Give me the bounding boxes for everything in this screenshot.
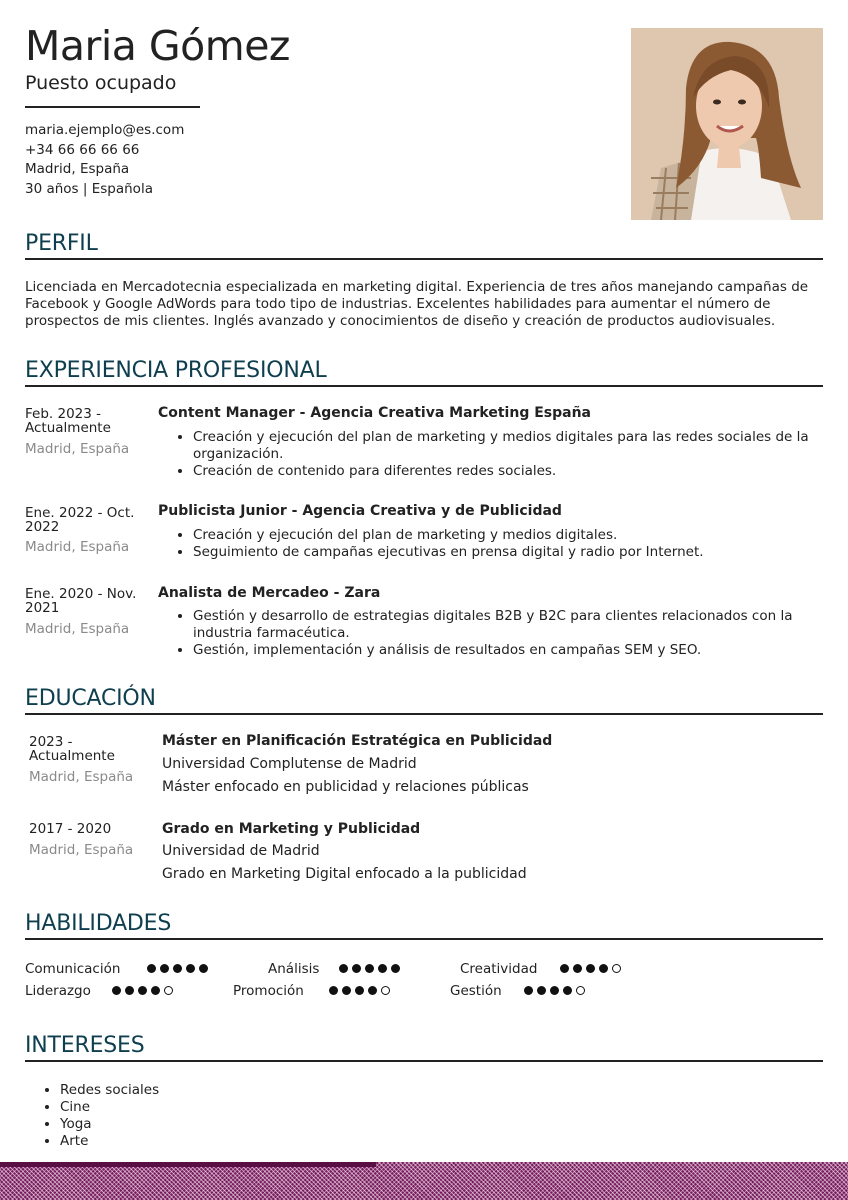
rating-dot-empty xyxy=(576,986,585,995)
section-rule xyxy=(25,258,823,260)
skill-name: Promoción xyxy=(233,983,304,999)
education-degree: Máster en Planificación Estratégica en Publicidad xyxy=(162,733,553,749)
rating-dot-filled xyxy=(365,964,374,973)
job-title: Puesto ocupado xyxy=(25,72,177,94)
section-rule xyxy=(25,1060,823,1062)
list-item: • Redes sociales xyxy=(60,1082,159,1099)
rating-dot-filled xyxy=(391,964,400,973)
contact-age-nationality: 30 años | Española xyxy=(25,180,153,197)
profile-summary: Licenciada en Mercadotecnia especializada en marketing digital. Experiencia de tres años manejando campañas de Facebook y Google AdWords para todo tipo de industrias. Excelentes habilidades para aumentar el número de prospectos de mis clientes. Inglés avanzado y conocimientos de diseño y creación de productos audiovisuales. xyxy=(25,279,809,329)
list-item: • Gestión, implementación y análisis de resultados en campañas SEM y SEO. xyxy=(193,642,823,659)
rating-dot-filled xyxy=(378,964,387,973)
list-item: • Creación y ejecución del plan de marketing y medios digitales. xyxy=(193,527,823,544)
education-date: 2023 - Actualmente xyxy=(29,734,115,764)
contact-phone: +34 66 66 66 66 xyxy=(25,141,140,158)
rating-dot-filled xyxy=(352,964,361,973)
skill-rating xyxy=(524,986,585,995)
education-description: Grado en Marketing Digital enfocado a la publicidad xyxy=(162,866,527,882)
section-title-interests: INTERESES xyxy=(25,1033,145,1058)
rating-dot-filled xyxy=(125,986,134,995)
skill-name: Comunicación xyxy=(25,961,121,977)
skill-rating xyxy=(147,964,208,973)
job-date: Feb. 2023 - Actualmente xyxy=(25,406,111,436)
section-title-experience: EXPERIENCIA PROFESIONAL xyxy=(25,358,327,383)
section-rule xyxy=(25,385,823,387)
rating-dot-filled xyxy=(186,964,195,973)
section-title-skills: HABILIDADES xyxy=(25,911,172,936)
job-title: Publicista Junior - Agencia Creativa y de Publicidad xyxy=(158,503,562,519)
skill-rating xyxy=(339,964,400,973)
job-date: Ene. 2020 - Nov. 2021 xyxy=(25,586,137,616)
education-description: Máster enfocado en publicidad y relaciones públicas xyxy=(162,779,529,795)
list-item: • Creación y ejecución del plan de marketing y medios digitales para las redes sociales de la organización. xyxy=(193,429,823,463)
rating-dot-filled xyxy=(112,986,121,995)
contact-block xyxy=(25,121,184,199)
rating-dot-filled xyxy=(339,964,348,973)
list-item: • Gestión y desarrollo de estrategias digitales B2B y B2C para clientes relacionados con la industria farmacéutica. xyxy=(193,608,823,642)
job-location: Madrid, España xyxy=(25,621,130,637)
skill-rating xyxy=(329,986,390,995)
contact-email: maria.ejemplo@es.com xyxy=(25,122,185,138)
job-title: Content Manager - Agencia Creativa Marketing España xyxy=(158,405,591,421)
footer-pattern xyxy=(0,1162,848,1200)
job-location: Madrid, España xyxy=(25,441,130,457)
education-school: Universidad Complutense de Madrid xyxy=(162,756,417,772)
title-underline xyxy=(25,106,200,108)
job-bullets xyxy=(158,429,823,480)
rating-dot-filled xyxy=(355,986,364,995)
list-item: • Cine xyxy=(60,1099,159,1116)
job-bullets xyxy=(158,608,823,659)
job-date: Ene. 2022 - Oct. 2022 xyxy=(25,505,135,535)
rating-dot-filled xyxy=(368,986,377,995)
skill-rating xyxy=(560,964,621,973)
skill-name: Creatividad xyxy=(460,961,538,977)
section-rule xyxy=(25,938,823,940)
rating-dot-filled xyxy=(160,964,169,973)
list-item: • Creación de contenido para diferentes redes sociales. xyxy=(193,463,823,480)
rating-dot-filled xyxy=(586,964,595,973)
rating-dot-filled xyxy=(173,964,182,973)
skill-name: Análisis xyxy=(268,961,320,977)
rating-dot-filled xyxy=(599,964,608,973)
skill-name: Gestión xyxy=(450,983,502,999)
rating-dot-filled xyxy=(138,986,147,995)
rating-dot-filled xyxy=(550,986,559,995)
job-bullets xyxy=(158,527,823,561)
rating-dot-filled xyxy=(199,964,208,973)
contact-location: Madrid, España xyxy=(25,161,130,177)
rating-dot-filled xyxy=(342,986,351,995)
candidate-name: Maria Gómez xyxy=(25,22,290,70)
job-title: Analista de Mercadeo - Zara xyxy=(158,585,381,601)
rating-dot-filled xyxy=(329,986,338,995)
list-item: • Arte xyxy=(60,1133,159,1150)
interests-list xyxy=(25,1082,159,1150)
rating-dot-filled xyxy=(151,986,160,995)
skill-name: Liderazgo xyxy=(25,983,91,999)
education-degree: Grado en Marketing y Publicidad xyxy=(162,821,421,837)
section-title-profile: PERFIL xyxy=(25,231,98,256)
rating-dot-empty xyxy=(164,986,173,995)
education-location: Madrid, España xyxy=(29,842,134,858)
rating-dot-filled xyxy=(537,986,546,995)
education-date: 2017 - 2020 xyxy=(29,821,112,837)
profile-photo xyxy=(631,28,823,220)
list-item: • Yoga xyxy=(60,1116,159,1133)
skill-rating xyxy=(112,986,173,995)
rating-dot-filled xyxy=(524,986,533,995)
education-location: Madrid, España xyxy=(29,769,134,785)
rating-dot-filled xyxy=(563,986,572,995)
list-item: • Seguimiento de campañas ejecutivas en prensa digital y radio por Internet. xyxy=(193,544,823,561)
rating-dot-empty xyxy=(612,964,621,973)
education-school: Universidad de Madrid xyxy=(162,843,320,859)
rating-dot-empty xyxy=(381,986,390,995)
section-rule xyxy=(25,713,823,715)
rating-dot-filled xyxy=(573,964,582,973)
footer-accent-bar xyxy=(0,1162,376,1167)
job-location: Madrid, España xyxy=(25,539,130,555)
section-title-education: EDUCACIÓN xyxy=(25,686,156,711)
rating-dot-filled xyxy=(560,964,569,973)
rating-dot-filled xyxy=(147,964,156,973)
